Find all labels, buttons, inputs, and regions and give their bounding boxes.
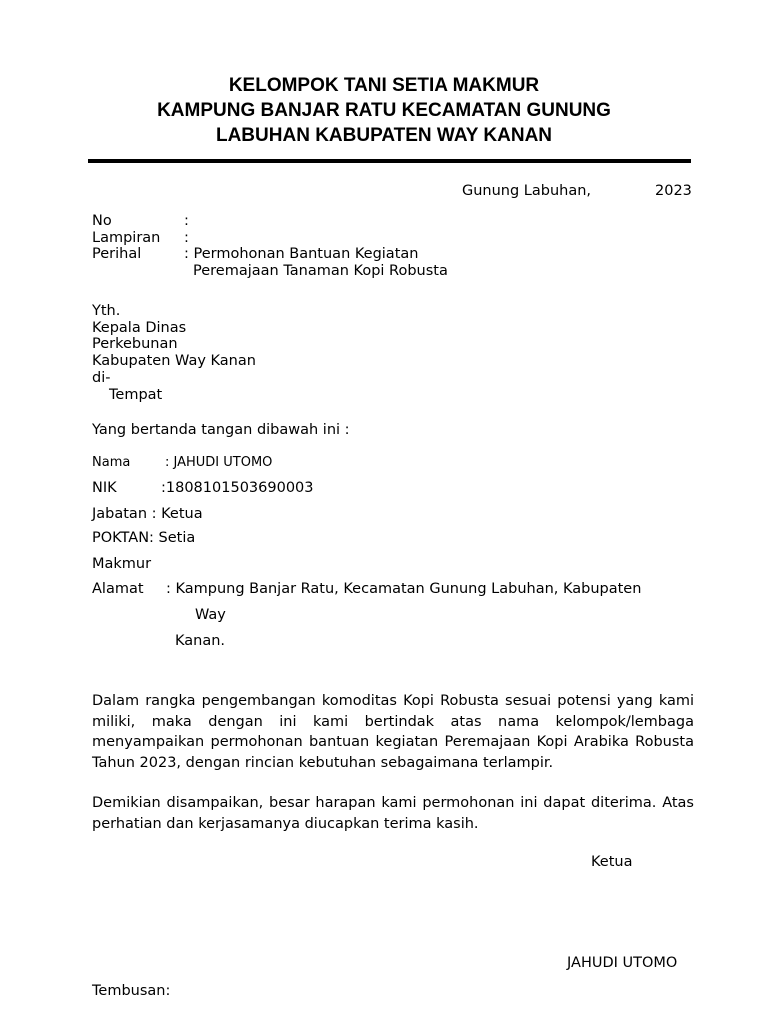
perihal-value-line1: : Permohonan Bantuan Kegiatan <box>184 246 419 262</box>
no-label: No <box>92 213 112 229</box>
nik-value: :1808101503690003 <box>161 480 314 496</box>
signature-name: JAHUDI UTOMO <box>567 955 678 971</box>
alamat-value-line1: : Kampung Banjar Ratu, Kecamatan Gunung Labuhan, Kabupaten <box>166 581 642 597</box>
nama-label: Nama <box>92 455 131 470</box>
lampiran-value: : <box>184 230 189 246</box>
body-paragraph-1: Dalam rangka pengembangan komoditas Kopi Robusta sesuai potensi yang kami miliki, maka dengan ini kami bertindak atas nama kelompok/lembaga menyampaikan permohonan bantuan kegiatan Peremajaan Kopi Arabika Robusta Tahun 2023, dengan rincian kebutuhan sebagaimana terlampir. <box>92 693 694 771</box>
recipient-yth: Yth. <box>92 303 121 319</box>
nama-value: : JAHUDI UTOMO <box>165 455 273 470</box>
tembusan-label: Tembusan: <box>92 983 171 999</box>
letterhead-divider <box>88 159 691 163</box>
lampiran-label: Lampiran <box>92 230 161 246</box>
poktan-line: POKTAN: Setia <box>92 530 196 546</box>
perihal-label: Perihal <box>92 246 142 262</box>
jabatan-line: Jabatan : Ketua <box>92 506 203 522</box>
alamat-value-line2: Way <box>195 607 226 623</box>
recipient-line3: Kabupaten Way Kanan <box>92 353 256 369</box>
signature-title: Ketua <box>591 854 633 870</box>
poktan-line-cont: Makmur <box>92 556 152 572</box>
letterhead-title: KELOMPOK TANI SETIA MAKMUR <box>228 75 540 96</box>
alamat-value-line3: Kanan. <box>175 633 226 649</box>
intro-text: Yang bertanda tangan dibawah ini : <box>92 422 350 438</box>
recipient-di: di- <box>92 370 111 386</box>
date-place: Gunung Labuhan, <box>462 183 592 199</box>
alamat-label: Alamat <box>92 581 144 597</box>
date-year: 2023 <box>655 183 692 199</box>
recipient-line2: Perkebunan <box>92 336 178 352</box>
recipient-tempat: Tempat <box>109 387 163 403</box>
recipient-line1: Kepala Dinas <box>92 320 187 336</box>
no-value: : <box>184 213 189 229</box>
nik-label: NIK <box>92 480 117 496</box>
body-paragraph-2: Demikian disampaikan, besar harapan kami permohonan ini dapat diterima. Atas perhatian dan kerjasamanya diucapkan terima kasih. <box>92 795 694 832</box>
letterhead-address-line2: LABUHAN KABUPATEN WAY KANAN <box>215 125 553 146</box>
letterhead-address-line1: KAMPUNG BANJAR RATU KECAMATAN GUNUNG <box>157 100 611 121</box>
perihal-value-line2: Peremajaan Tanaman Kopi Robusta <box>193 263 448 279</box>
